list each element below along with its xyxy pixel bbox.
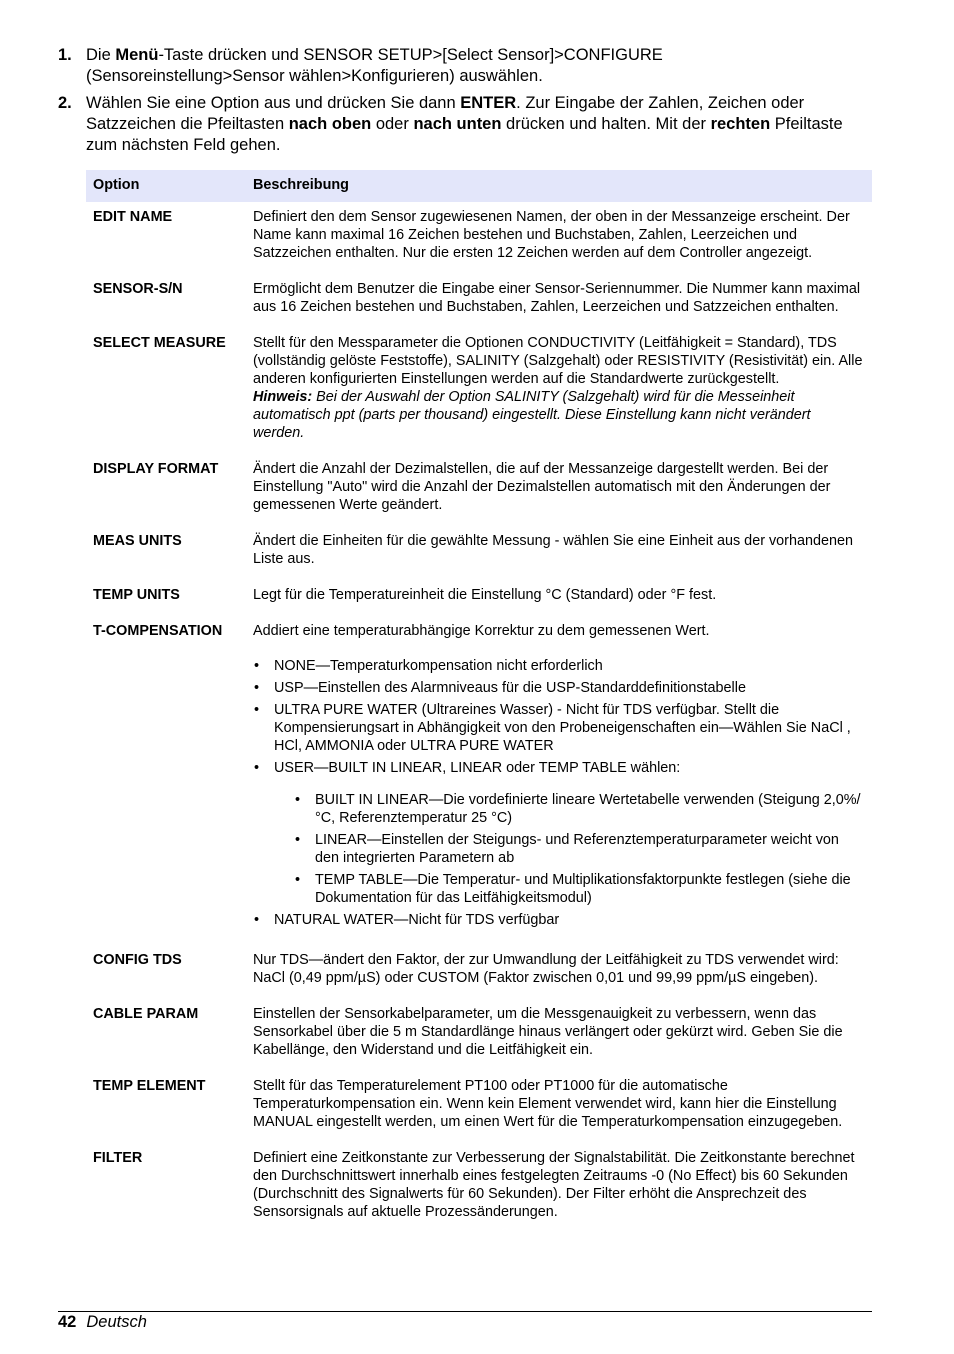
- table-row: [86, 274, 872, 328]
- option-description: Stellt für das Temperaturelement PT100 oder PT1000 für die automatische Temperaturkompensation ein. Wenn kein Element verwendet wird, kann hier die Einstellung MANUAL eingestellt werden, um einen Wert für die Temperaturkompensation einzugegeben.: [253, 1078, 843, 1130]
- option-description-cell: [246, 616, 872, 945]
- list-item: • ULTRA PURE WATER (Ultrareines Wasser) - Nicht für TDS verfügbar. Stellt die Kompensierungsart in Abhängigkeit von den Probeneigenschaften ein—Wählen Sie NaCl , HCl, AMMONIA oder ULTRA PURE WATER: [253, 701, 865, 755]
- option-name: TEMP UNITS: [93, 587, 180, 603]
- list-item: • LINEAR—Einstellen der Steigungs- und Referenztemperaturparameter weicht von den integrierten Parametern ab: [294, 831, 865, 867]
- option-name: MEAS UNITS: [93, 533, 182, 549]
- step-number: 2.: [58, 94, 72, 112]
- right-key-label: rechten: [710, 115, 771, 133]
- list-item: • USP—Einstellen des Alarmniveaus für die USP-Standarddefinitionstabelle: [253, 679, 865, 697]
- table-row: [86, 999, 872, 1071]
- list-item: • NONE—Temperaturkompensation nicht erforderlich: [253, 657, 865, 675]
- option-description: Ändert die Anzahl der Dezimalstellen, die auf der Messanzeige dargestellt werden. Bei der Einstellung "Auto" wird die Anzahl der Dezimalstellen automatisch mit den Änderungen der gemessenen Werte geändert.: [253, 461, 831, 513]
- page-footer: [58, 1312, 147, 1332]
- option-name: DISPLAY FORMAT: [93, 461, 219, 477]
- column-header-description: Beschreibung: [246, 170, 872, 202]
- table-row: [86, 202, 872, 274]
- option-description: Einstellen der Sensorkabelparameter, um die Messgenauigkeit zu verbessern, wenn das Sensorkabel über die 5 m Standardlänge hinaus verlängert oder gekürzt wird. Geben Sie die Kabellänge, den Widerstand und die Leitfähigkeit ein.: [253, 1006, 843, 1058]
- table-row: [86, 945, 872, 999]
- option-description-cell: [246, 328, 872, 454]
- page-number: 42: [58, 1313, 77, 1331]
- option-name: CABLE PARAM: [93, 1006, 199, 1022]
- instruction-steps: [58, 45, 858, 162]
- option-name: SENSOR-S/N: [93, 281, 183, 297]
- option-name: SELECT MEASURE: [93, 335, 226, 351]
- note-text: Bei der Auswahl der Option SALINITY (Salzgehalt) wird für die Messeinheit automatisch ppt (parts per thousand) eingestellt. Diese Einstellung kann nicht verändert werden.: [253, 389, 811, 441]
- option-description: Ermöglicht dem Benutzer die Eingabe einer Sensor-Seriennummer. Die Nummer kann maximal aus 16 Zeichen bestehen und Buchstaben, Zahlen, Leerzeichen und Satzzeichen enthalten.: [253, 281, 861, 315]
- step-1: 1. Die Menü-Taste drücken und SENSOR SETUP>[Select Sensor]>CONFIGURE (Sensoreinstellung>Sensor wählen>Konfigurieren) auswählen.: [58, 46, 663, 85]
- down-key-label: nach unten: [413, 115, 502, 133]
- option-name: FILTER: [93, 1150, 143, 1166]
- list-item: • USER—BUILT IN LINEAR, LINEAR oder TEMP TABLE wählen: • BUILT IN LINEAR—Die vordefinierte lineare Wertetabelle verwenden (Steigung 2,0%/°C, Referenztemperatur 25 °C) • LINEAR—Einstellen der Steigungs- und Referenztemperaturparameter weicht von den integrierten Parametern ab • TEMP TABLE—Die Temperatur- und Multiplikationsfaktorpunkte festlegen (siehe die Dokumentation für das Leitfähigkeitsmodul): [253, 759, 865, 907]
- note-label: Hinweis:: [253, 389, 313, 405]
- option-description: Ändert die Einheiten für die gewählte Messung - wählen Sie eine Einheit aus der vorhandenen Liste aus.: [253, 533, 854, 567]
- option-description: Stellt für den Messparameter die Optionen CONDUCTIVITY (Leitfähigkeit = Standard), TDS (vollständig gelöste Feststoffe), SALINITY (Salzgehalt) oder RESISTIVITY (Resistivität) ein. Alle anderen konfigurierten Einstellungen werden auf die Standardwerte zurückgestellt.: [253, 335, 863, 387]
- step-number: 1.: [58, 46, 72, 64]
- list-item: • BUILT IN LINEAR—Die vordefinierte lineare Wertetabelle verwenden (Steigung 2,0%/°C, Referenztemperatur 25 °C): [294, 791, 865, 827]
- footer-language: Deutsch: [86, 1313, 147, 1331]
- enter-key-label: ENTER: [460, 94, 517, 112]
- option-description: Addiert eine temperaturabhängige Korrektur zu dem gemessenen Wert.: [253, 623, 710, 639]
- column-header-option: Option: [86, 170, 246, 202]
- option-name: TEMP ELEMENT: [93, 1078, 206, 1094]
- up-key-label: nach oben: [288, 115, 372, 133]
- footer-divider: [58, 1311, 872, 1312]
- table-row: [86, 454, 872, 526]
- option-description: Definiert eine Zeitkonstante zur Verbesserung der Signalstabilität. Die Zeitkonstante berechnet den Durchschnittswert innerhalb eines festgelegten Zeitraums -0 (No Effect) bis 60 Sekunden (Durchschnitt des Signalwerts für 60 Sekunden). Der Filter erhöht die Ansprechzeit des Sensorsignals auf aktuelle Prozessänderungen.: [253, 1150, 855, 1220]
- step-2: 2. Wählen Sie eine Option aus und drücken Sie dann ENTER. Zur Eingabe der Zahlen, Zeichen oder Satzzeichen die Pfeiltasten nach oben oder nach unten drücken und halten. Mit der rechten Pfeiltaste zum nächsten Feld gehen.: [58, 94, 843, 154]
- menu-key-label: Menü: [115, 46, 159, 64]
- option-name: EDIT NAME: [93, 209, 173, 225]
- option-name: CONFIG TDS: [93, 952, 182, 968]
- option-name: T-COMPENSATION: [93, 623, 223, 639]
- table-row: [86, 1071, 872, 1143]
- table-header-row: [86, 170, 872, 202]
- option-description: Legt für die Temperatureinheit die Einstellung °C (Standard) oder °F fest.: [253, 587, 717, 603]
- compensation-list: [253, 657, 865, 929]
- table-row: [86, 616, 872, 945]
- options-table: [86, 170, 872, 1233]
- option-description: Nur TDS—ändert den Faktor, der zur Umwandlung der Leitfähigkeit zu TDS verwendet wird: NaCl (0,49 ppm/µS) oder CUSTOM (Faktor zwischen 0,01 und 99,99 ppm/µS eingeben).: [253, 952, 839, 986]
- option-description: Definiert den dem Sensor zugewiesenen Namen, der oben in der Messanzeige erscheint. Der Name kann maximal 16 Zeichen bestehen und Buchstaben, Zahlen, Leerzeichen und Satzzeichen enthalten. Nur die ersten 12 Zeichen werden auf dem Controller angezeigt.: [253, 209, 850, 261]
- note: [253, 389, 811, 441]
- user-sub-list: [274, 791, 865, 907]
- list-item: • TEMP TABLE—Die Temperatur- und Multiplikationsfaktorpunkte festlegen (siehe die Dokumentation für das Leitfähigkeitsmodul): [294, 871, 865, 907]
- table-row: [86, 580, 872, 616]
- table-row: [86, 526, 872, 580]
- table-row: [86, 328, 872, 454]
- list-item: • NATURAL WATER—Nicht für TDS verfügbar: [253, 911, 865, 929]
- table-row: [86, 1143, 872, 1233]
